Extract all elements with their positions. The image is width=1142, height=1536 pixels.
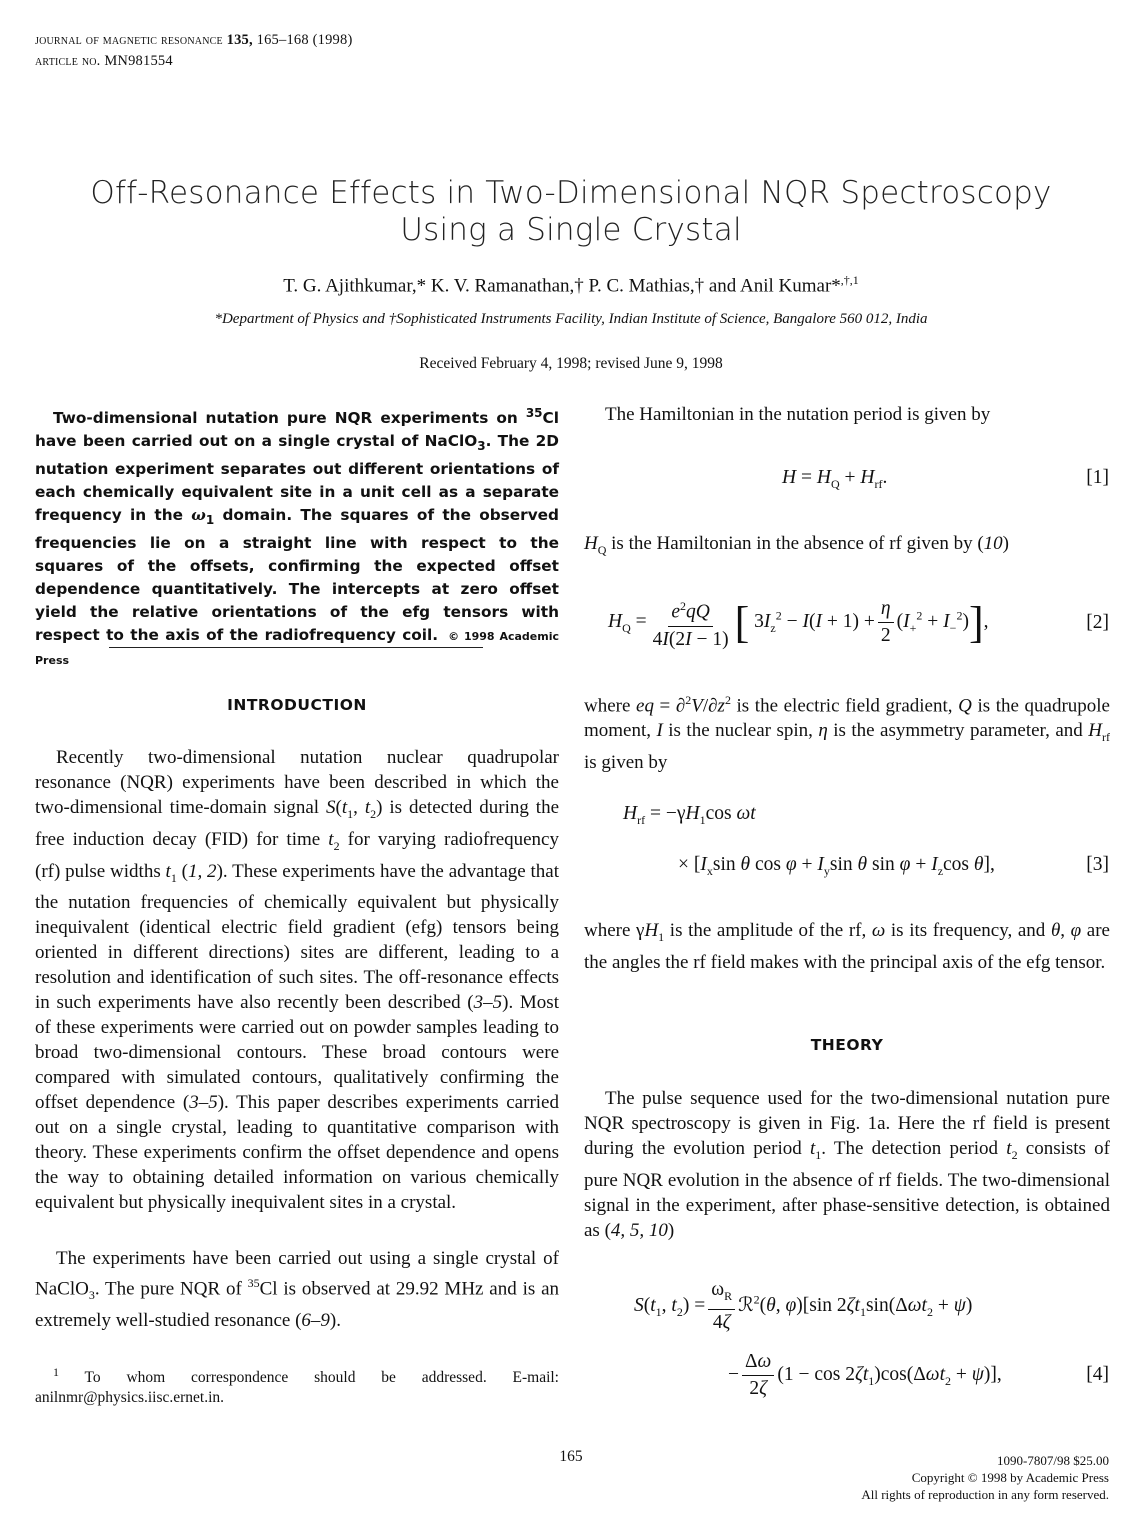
title-line-2: Using a Single Crystal <box>400 212 742 248</box>
right-paragraph-5: The pulse sequence used for the two-dimensional nutation pure NQR spectroscopy is given in Fig. 1a. Here the rf field is present during the evolution period $t_1$. The detection period $t_2$ consists of pure NQR evolution in the absence of rf fields. The two-dimensional signal in the experiment, after phase-sensitive detection, is obtained as (4, 5, 10) <box>584 1088 1110 1241</box>
section-heading-theory: THEORY <box>810 1036 884 1054</box>
journal-header <box>35 30 352 72</box>
rights-notice: All rights of reproduction in any form reserved. <box>861 1487 1109 1502</box>
abstract-copyright: © 1998 Academic Press <box>35 630 559 668</box>
abstract-divider <box>109 647 483 648</box>
paper-title <box>60 175 1082 249</box>
equation-3-number: [3] <box>1086 854 1109 875</box>
received-date: Received February 4, 1998; revised June 9, 1998 <box>419 355 723 372</box>
equation-1-number: [1] <box>1086 467 1109 488</box>
journal-volume: 135, <box>226 32 253 48</box>
equation-2-number: [2] <box>1086 612 1109 633</box>
journal-pages: 165–168 (1998) <box>256 32 353 48</box>
equation-3-line-2: × [$I_x\sin$ θ $\cos \varphi + I_y\sin$ θ $\sin \varphi + I_z\cos$ θ], <box>678 854 995 878</box>
issn-price: 1090-7807/98 $25.00 <box>997 1453 1109 1468</box>
footnote: $^1$ To whom correspondence should be addressed. E-mail: anilnmr@physics.iisc.ernet.in. <box>35 1365 559 1407</box>
section-heading-introduction: INTRODUCTION <box>227 696 367 714</box>
equation-4-number: [4] <box>1086 1364 1109 1385</box>
author-list: T. G. Ajithkumar,* K. V. Ramanathan,† P. C. Mathias,† and Anil Kumar*$^{,\dagger,1}$ <box>283 273 859 297</box>
intro-paragraph-2: The experiments have been carried out using a single crystal of NaClO$_3$. The pure NQR of $^{35}$Cl is observed at 29.92 MHz and is an extremely well-studied resonance (6–9). <box>35 1248 560 1332</box>
equation-2: $H_Q$ = $\frac{e^2qQ}{4I(2I - 1)}$ [ $3I_z^2 - I(I + 1)$ + $\frac{\eta}{2}$ $(I_+^2 + I_-^2)$], <box>608 595 988 651</box>
title-line-1: Off-Resonance Effects in Two-Dimensional NQR Spectroscopy <box>90 175 1052 211</box>
copyright-notice: Copyright © 1998 by Academic Press <box>911 1470 1109 1485</box>
right-paragraph-2: $H_Q$ is the Hamiltonian in the absence of rf given by (10) <box>584 533 1009 557</box>
page-number: 165 <box>559 1448 583 1465</box>
intro-paragraph-1: Recently two-dimensional nutation nuclear quadrupolar resonance (NQR) experiments have been described in which the two-dimensional time-domain signal $S(t_1$, $t_2$) is detected during the free induction decay (FID) for time $t_2$ for varying radiofrequency (rf) pulse widths $t_1$ (1, 2). These experiments have the advantage that the nutation frequencies of chemically equivalent but physically inequivalent (identical electric field gradient (efg) tensors being oriented in different directions) sites are different, leading to a resolution and identification of such sites. The off-resonance effects in such experiments have also recently been described (3–5). Most of these experiments were carried out on powder samples leading to broad two-dimensional contours. These broad contours were compared with simulated contours, qualitatively confirming the offset dependence (3–5). This paper describes experiments carried out on a single crystal, leading to quantitative comparison with theory. These experiments confirm the offset dependence and opens the way to obtaining detailed information on various chemically equivalent but physically inequivalent sites in a crystal. <box>35 747 560 1214</box>
abstract: Two-dimensional nutation pure NQR experiments on $^{35}$Cl have been carried out on a single crystal of NaClO$_3$. The 2D nutation experiment separates out different orientations of each chemically equivalent site in a unit cell as a separate frequency in the $\omega_1$ domain. The squares of the observed frequencies lie on a straight line with respect to the squares of the offsets, confirming the expected offset dependence quantitatively. The intercepts at zero offset yield the relative orientations of the efg tensors with respect to the axis of the radiofrequency coil. © 1998 Academic Press <box>35 406 559 668</box>
journal-name: journal of magnetic resonance <box>35 32 223 48</box>
equation-4-line-1: $S(t_1$, $t_2$) = $\frac{\omega_R}{4\zeta}$ ℛ$^2$(θ, φ)[sin $2\zeta t_1\sin(\Delta\omega t_2 + \psi)$ <box>634 1279 973 1333</box>
equation-4-line-2: − $\frac{\Delta\omega}{2\zeta}$ $(1 - \cos 2\zeta t_1)\cos(\Delta\omega t_2 + \psi)$], <box>728 1351 1002 1399</box>
equation-3-line-1: $H_{rf} = -\gamma H_1\cos$ ωt <box>623 803 756 827</box>
article-number: MN981554 <box>104 53 173 69</box>
right-paragraph-4: where $\gamma H_1$ is the amplitude of the rf, ω is its frequency, and θ, φ are the angles the rf field makes with the principal axis of the efg tensor. <box>584 920 1110 973</box>
publisher-info <box>861 1452 1109 1503</box>
equation-1: $H = H_Q + H_{rf}$. <box>782 467 888 491</box>
article-label: article no. <box>35 53 101 69</box>
right-paragraph-3: where eq = $\partial^2V/\partial z^2$ is the electric field gradient, Q is the quadrupole moment, I is the nuclear spin, η is the asymmetry parameter, and $H_{rf}$ is given by <box>584 693 1110 774</box>
right-paragraph-1: The Hamiltonian in the nutation period is given by <box>605 404 991 425</box>
affiliation: *Department of Physics and †Sophisticated Instruments Facility, Indian Institute of Science, Bangalore 560 012, India <box>214 311 928 327</box>
